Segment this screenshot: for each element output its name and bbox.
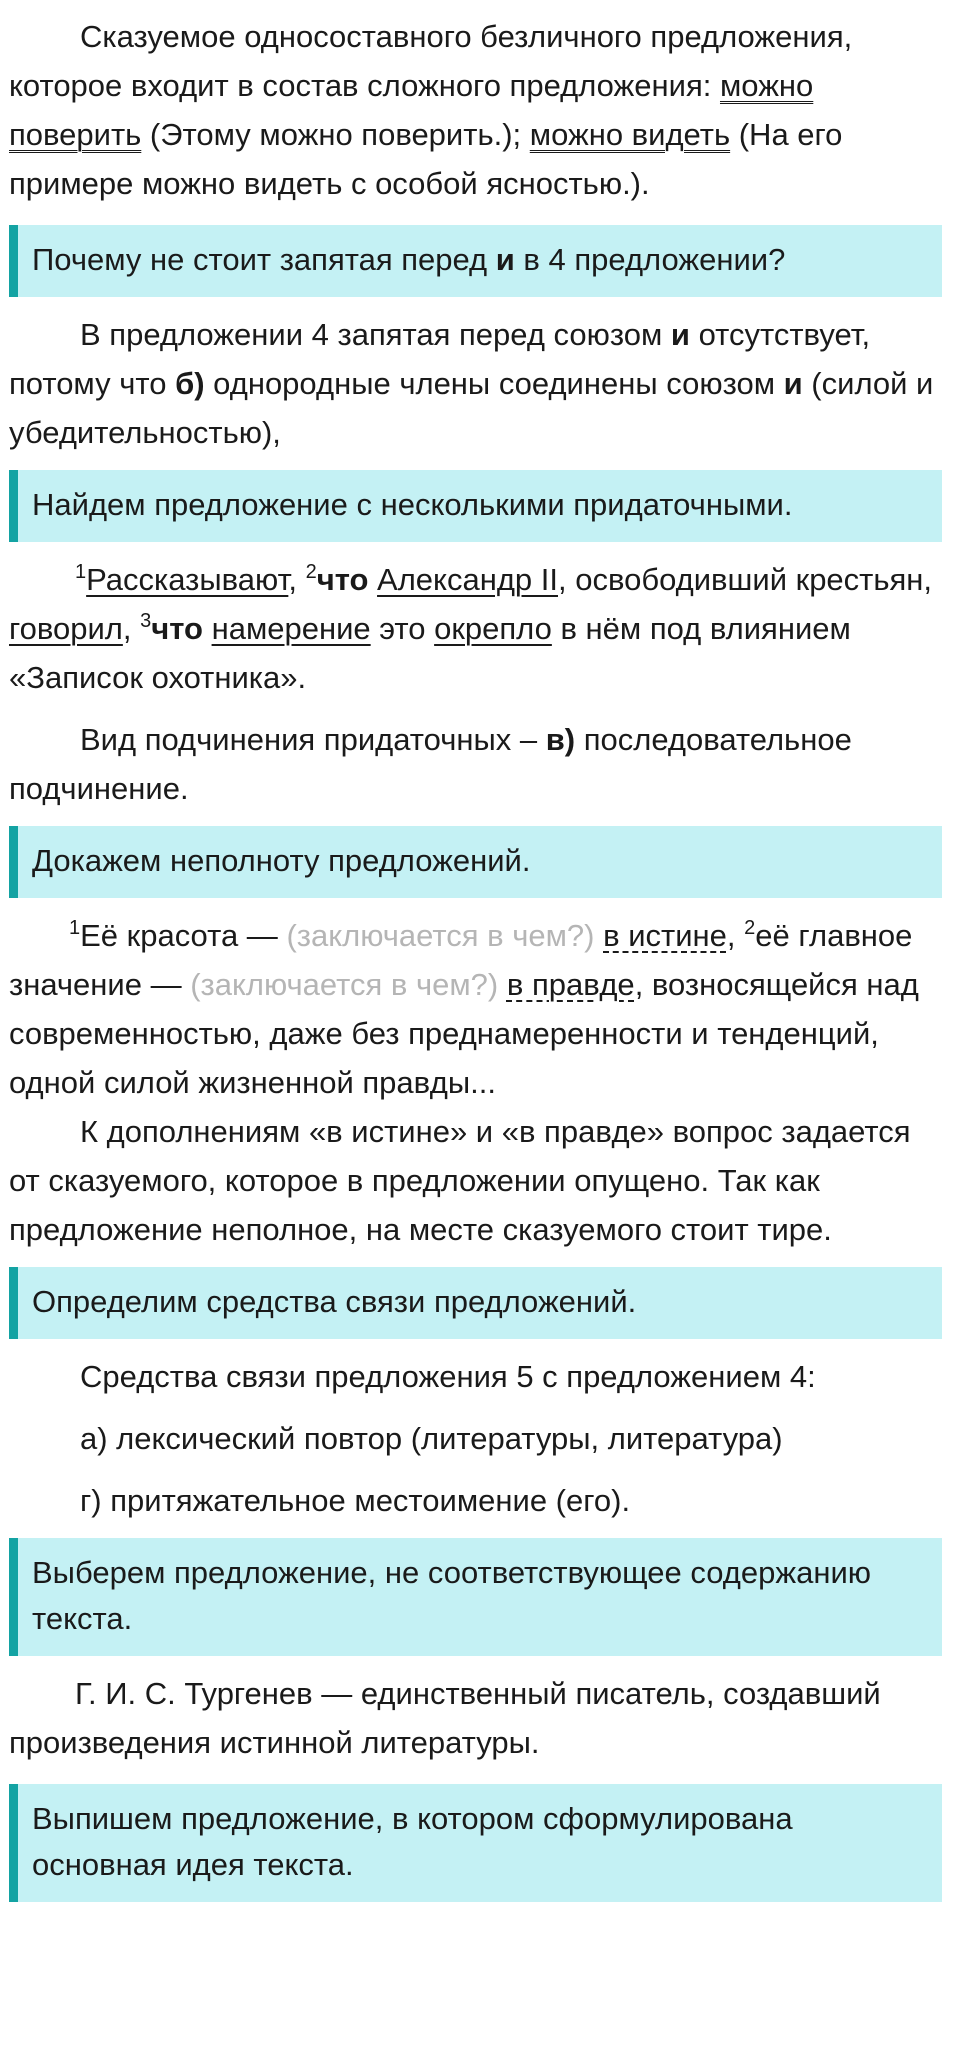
answer-letter: в) <box>545 722 576 757</box>
text: В предложении 4 запятая перед союзом <box>80 317 671 352</box>
underlined-word: Рассказывают <box>86 562 289 597</box>
text: , <box>726 918 745 953</box>
object-underlined: в правде <box>506 967 635 1002</box>
text: Сказуемое односоставного безличного предложения, которое входит в состав сложного предложения: <box>9 19 853 103</box>
text <box>595 918 604 953</box>
text: , возносящейся над современностью, даже без преднамеренности и тенденций, одной силой жизненной правды... <box>9 967 919 1100</box>
text <box>368 562 377 597</box>
text: в нём под влиянием «Записок охотника». <box>9 611 851 695</box>
bold-text: что <box>316 562 369 597</box>
underlined-word: говорил <box>9 611 123 646</box>
clause-number: 1 <box>75 561 87 583</box>
underlined-word: окрепло <box>434 611 552 646</box>
paragraph-incomplete-explanation: К дополнениям «в истине» и «в правде» вопрос задается от сказуемого, которое в предложении опущено. Так как предложение неполное, на месте сказуемого стоит тире. <box>9 1114 911 1247</box>
question-hint: (заключается в чем?) <box>190 967 499 1002</box>
paragraph-connection-means: Средства связи предложения 5 с предложением 4: <box>80 1359 816 1394</box>
text: Её красота — <box>80 918 287 953</box>
callout-text: в 4 предложении? <box>514 242 786 277</box>
text <box>203 611 212 646</box>
paragraph-subordination-answer <box>9 715 942 813</box>
text: Вид подчинения придаточных – <box>80 722 546 757</box>
clause-number: 2 <box>744 917 756 939</box>
predicate-underlined: можно видеть <box>529 117 731 152</box>
text: её главное значение — <box>9 918 913 1002</box>
paragraph-incomplete-example <box>9 911 942 1107</box>
paragraph-example-sentence <box>9 555 942 702</box>
paragraph-predicate-explanation <box>9 12 942 208</box>
object-underlined: в истине <box>603 918 727 953</box>
paragraph-comma-answer <box>9 310 942 457</box>
bold-text: и <box>783 366 803 401</box>
paragraph-false-statement: Г. И. С. Тургенев — единственный писатель, создавший произведения истинной литературы. <box>9 1676 881 1760</box>
clause-number: 3 <box>140 610 152 632</box>
underlined-word: намерение <box>211 611 371 646</box>
question-callout <box>9 225 942 297</box>
question-callout: Найдем предложение с несколькими придаточными. <box>9 470 942 542</box>
question-callout: Докажем неполноту предложений. <box>9 826 942 898</box>
bold-text: и <box>670 317 690 352</box>
text: (силой и убедительностью), <box>9 366 934 450</box>
text: , <box>122 611 141 646</box>
text: (Этому можно поверить.); <box>141 117 530 152</box>
question-hint: (заключается в чем?) <box>286 918 595 953</box>
text: отсутствует, потому что <box>9 317 871 401</box>
question-callout: Выберем предложение, не соответствующее содержанию текста. <box>9 1538 942 1656</box>
clause-number: 2 <box>305 561 317 583</box>
answer-item-g: г) притяжательное местоимение (его). <box>80 1483 631 1518</box>
callout-text: Почему не стоит запятая перед <box>32 242 496 277</box>
text: (На его примере можно видеть с особой ясностью.). <box>9 117 843 201</box>
answer-item-a: а) лексический повтор (литературы, литература) <box>80 1421 783 1456</box>
predicate-underlined: можно поверить <box>9 68 814 152</box>
text <box>498 967 507 1002</box>
text: последовательное подчинение. <box>9 722 852 806</box>
text: однородные члены соединены союзом <box>204 366 784 401</box>
text: , <box>288 562 306 597</box>
bold-text: что <box>151 611 203 646</box>
text: , освободивший крестьян, <box>558 562 933 597</box>
text: это <box>370 611 435 646</box>
callout-bold: и <box>495 242 515 277</box>
answer-letter: б) <box>175 366 205 401</box>
underlined-word: Александр II <box>377 562 558 597</box>
question-callout: Выпишем предложение, в котором сформулирована основная идея текста. <box>9 1784 942 1902</box>
clause-number: 1 <box>69 917 81 939</box>
question-callout: Определим средства связи предложений. <box>9 1267 942 1339</box>
